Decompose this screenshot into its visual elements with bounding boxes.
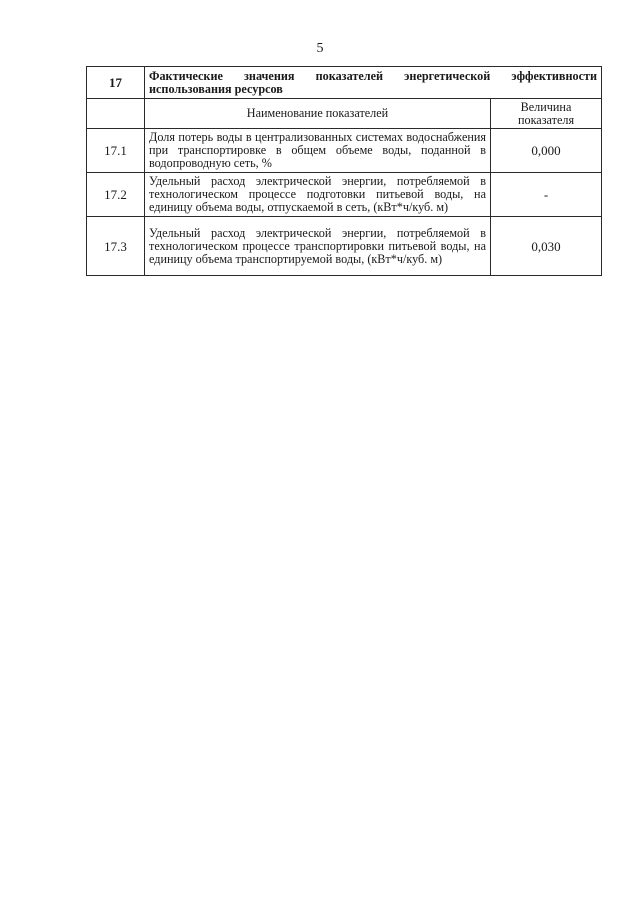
section-row — [87, 67, 602, 99]
table-row — [87, 129, 602, 173]
section-number: 17 — [87, 67, 145, 99]
page-number: 5 — [316, 41, 324, 56]
header-name: Наименование показателей — [145, 99, 491, 129]
section-title: Фактические значения показателей энергетической эффективности использования ресурсов — [145, 67, 602, 99]
table-row — [87, 173, 602, 217]
header-empty-cell — [87, 99, 145, 129]
row-value: 0,000 — [491, 129, 602, 173]
header-row — [87, 99, 602, 129]
indicators-table — [86, 66, 602, 276]
header-value: Величина показателя — [491, 99, 602, 129]
table-row — [87, 217, 602, 276]
row-number: 17.3 — [87, 217, 145, 276]
row-number: 17.1 — [87, 129, 145, 173]
row-number: 17.2 — [87, 173, 145, 217]
row-name: Удельный расход электрической энергии, потребляемой в технологическом процессе транспортировки питьевой воды, на единицу объема транспортируемой воды, (кВт*ч/куб. м) — [145, 217, 491, 276]
row-value: - — [491, 173, 602, 217]
row-name: Доля потерь воды в централизованных системах водоснабжения при транспортировке в общем объеме воды, поданной в водопроводную сеть, % — [145, 129, 491, 173]
row-name: Удельный расход электрической энергии, потребляемой в технологическом процессе подготовки питьевой воды, на единицу объема воды, отпускаемой в сеть, (кВт*ч/куб. м) — [145, 173, 491, 217]
row-value: 0,030 — [491, 217, 602, 276]
